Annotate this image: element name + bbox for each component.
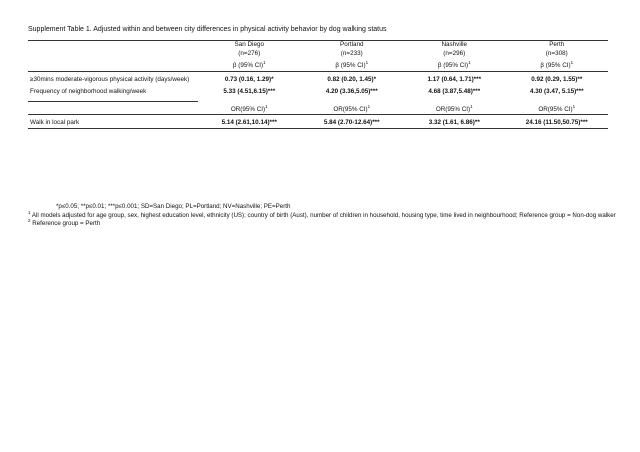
cell-value: 5.14 (2.61,10.14)***	[198, 119, 301, 128]
footnote-2: $^2$ Reference group = Perth	[28, 217, 101, 227]
or-header-row	[28, 106, 608, 115]
or-header: OR(95% CI)$^1$	[506, 106, 609, 115]
col-city: Nashville	[403, 41, 506, 50]
cell-value: 0.92 (0.29, 1.55)**	[531, 75, 583, 83]
cell-value: 5.84 (2.70-12.64)***	[301, 119, 404, 128]
footnote-1: $^1$ All models adjusted for age group, sex, highest education level, ethnicity (US); country of birth (Aust), number of children in household, housing type, time lived in neighbourhood; Reference group = Non-dog walker	[28, 209, 616, 219]
table-row	[28, 88, 608, 97]
col-city: Portland	[301, 41, 404, 50]
cell-value: 0.82 (0.20, 1.45)*	[327, 75, 377, 83]
col-city: Perth	[506, 41, 609, 50]
row-label: ≥30mins moderate-vigorous physical activity (days/week)	[30, 75, 190, 83]
cell-value: 1.17 (0.64, 1.71)***	[427, 75, 482, 83]
beta-header-row	[28, 62, 608, 71]
or-header: OR(95% CI)$^1$	[403, 106, 506, 115]
or-header: OR(95% CI)$^1$	[301, 106, 404, 115]
header-city-row	[28, 41, 608, 50]
col-n: (n=308)	[545, 49, 568, 57]
header-blank	[28, 41, 198, 50]
table-caption: Supplement Table 1. Adjusted within and between city differences in physical activity behavior by dog walking status	[28, 26, 387, 33]
row-label: Frequency of neighborhood walking/week	[30, 88, 147, 95]
significance-note: *p≤0.05; **p≤0.01; ***p≤0.001; SD=San Diego; PL=Portland; NV=Nashville; PE=Perth	[56, 203, 291, 210]
table-footnotes	[28, 203, 623, 229]
beta-header: β (95% CI)$^1$	[198, 62, 301, 71]
col-n: (n=233)	[340, 49, 363, 57]
col-n: (n=296)	[443, 49, 466, 57]
cell-value: 24.16 (11.50,50.75)***	[506, 119, 609, 128]
col-n: (n=276)	[238, 49, 261, 57]
cell-value: 3.32 (1.61, 6.86)**	[403, 119, 506, 128]
beta-header: β (95% CI)$^1$	[506, 62, 609, 71]
supplement-table	[28, 40, 608, 129]
cell-value: 5.33 (4.51,6.15)***	[223, 88, 276, 95]
cell-value: 4.30 (3.47, 5.15)***	[529, 88, 584, 95]
cell-value: 4.20 (3.36,5.05)***	[325, 88, 378, 95]
or-header: OR(95% CI)$^1$	[198, 106, 301, 115]
cell-value: 4.68 (3.87,5.48)***	[428, 88, 481, 95]
header-n-row	[28, 50, 608, 59]
beta-header: β (95% CI)$^1$	[403, 62, 506, 71]
table-row	[28, 76, 608, 85]
beta-header: β (95% CI)$^1$	[301, 62, 404, 71]
col-city: San Diego	[198, 41, 301, 50]
table-row	[28, 119, 608, 128]
row-label: Walk in local park	[28, 119, 198, 128]
cell-value: 0.73 (0.16, 1.29)*	[224, 75, 274, 83]
